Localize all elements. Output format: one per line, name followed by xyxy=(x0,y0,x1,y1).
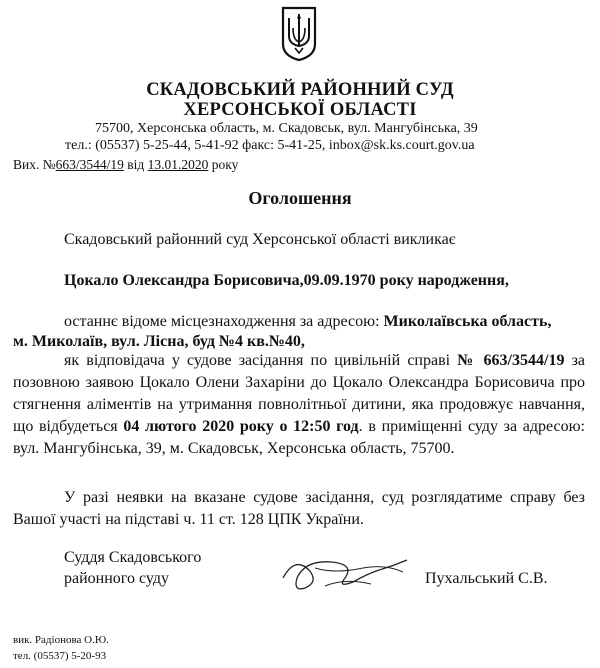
court-name-line1: СКАДОВСЬКИЙ РАЙОННИЙ СУД xyxy=(146,80,454,100)
hearing-datetime: 04 лютого 2020 року о 12:50 год xyxy=(123,418,359,435)
judge-title-line2: районного суду xyxy=(64,570,169,587)
address-label: останнє відоме місцезнаходження за адресою: xyxy=(64,313,384,330)
ref-middle: від xyxy=(123,157,148,172)
address-line xyxy=(64,311,551,333)
role-text: як відповідача у судове засідання по цивільній справі xyxy=(64,352,458,369)
address-region: Миколаївська область, xyxy=(383,313,552,330)
document-title: Оголошення xyxy=(248,188,352,208)
summoned-person: Цокало Олександра Борисовича,09.09.1970 року народження, xyxy=(64,272,509,289)
intro-text: Скадовський районний суд Херсонської області викликає xyxy=(64,231,456,248)
executor-phone: тел. (05537) 5-20-93 xyxy=(13,650,107,662)
court-contacts: тел.: (05537) 5-25-44, 5-41-92 факс: 5-41-25, inbox@sk.ks.court.gov.ua xyxy=(65,138,475,153)
handwritten-signature-icon xyxy=(275,548,415,596)
ref-prefix: Вих. № xyxy=(13,157,56,172)
outgoing-reference xyxy=(13,157,238,173)
summons-paragraph xyxy=(13,350,585,460)
absence-notice: У разі неявки на вказане судове засідання, суд розглядатиме справу без Вашої участі на підставі ч. 11 ст. 128 ЦПК України. xyxy=(13,489,585,528)
court-address: 75700, Херсонська область, м. Скадовськ, вул. Мангубінська, 39 xyxy=(95,121,478,136)
ref-date: 13.01.2020 xyxy=(147,157,209,172)
ref-number: 663/3544/19 xyxy=(55,157,124,172)
role-text-3: . в приміщенні суду за адресою: вул. Мангубінська, 39, м. Скадовськ, Херсонська область, 75700. xyxy=(13,418,585,457)
executor: вик. Радіонова О.Ю. xyxy=(13,634,109,646)
judge-title-line1: Суддя Скадовського xyxy=(64,549,202,566)
court-name-line2: ХЕРСОНСЬКОЇ ОБЛАСТІ xyxy=(183,100,417,120)
ref-suffix: року xyxy=(208,157,239,172)
role-text-2: за позовною заявою Цокало Олени Захаріни до Цокало Олександра Борисовича про стягнення аліментів на утримання повнолітньої дитини, яка продовжує навчання, що відбудеться xyxy=(13,352,586,435)
judge-name: Пухальський С.В. xyxy=(425,570,548,587)
address-city: м. Миколаїв, вул. Лісна, буд №4 кв.№40, xyxy=(13,333,305,350)
coat-of-arms-icon xyxy=(280,6,318,62)
case-number: № 663/3544/19 xyxy=(457,352,565,369)
